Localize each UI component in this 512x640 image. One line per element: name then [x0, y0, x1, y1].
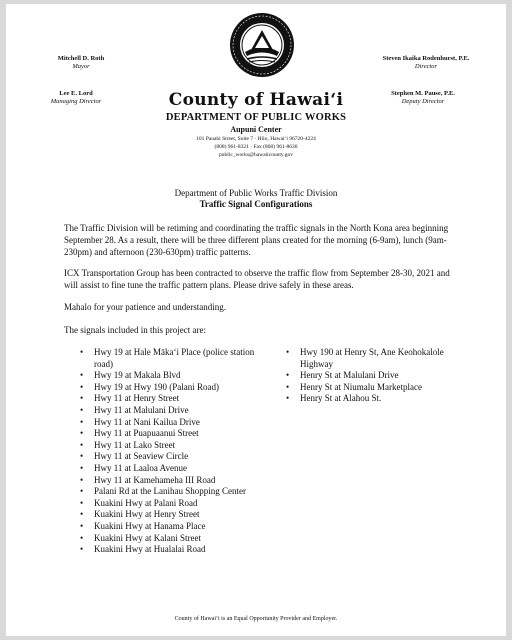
deputy-director-title: Deputy Director	[401, 98, 445, 105]
list-item: • Hwy 19 at Hwy 190 (Palani Road)	[78, 382, 258, 394]
document-title: Department of Public Works Traffic Division	[174, 188, 338, 198]
list-item: • Kuakini Hwy at Hualalai Road	[78, 544, 258, 556]
paragraph-mahalo: Mahalo for your patience and understanding.	[64, 302, 226, 312]
letterhead-page	[6, 4, 506, 636]
list-item: • Kuakini Hwy at Kalani Street	[78, 533, 258, 545]
list-item: • Palani Rd at the Lanihau Shopping Center	[78, 486, 258, 498]
list-item: • Hwy 11 at Kamehameha III Road	[78, 475, 258, 487]
county-seal-icon	[229, 12, 295, 78]
list-item: • Hwy 11 at Puapuaanui Street	[78, 428, 258, 440]
director-block	[366, 55, 486, 71]
list-item: • Hwy 190 at Henry St, Ane Keohokalole Highway	[284, 347, 464, 370]
list-item: • Henry St at Alahou St.	[284, 393, 464, 405]
managing-director-name: Lee E. Lord	[59, 90, 93, 97]
managing-director-title: Managing Director	[50, 98, 102, 105]
paragraph-retiming: The Traffic Division will be retiming and coordinating the traffic signals in the North Kona area beginning September 28. As a result, there will be three different plans created for the morning (6-9am), lunch (9am-230pm) and afternoon (230-630pm) traffic patterns.	[64, 223, 449, 257]
director-title: Director	[414, 63, 438, 70]
list-item: • Hwy 11 at Malulani Drive	[78, 405, 258, 417]
address-line: 101 Pauahi Street, Suite 7 · Hilo, Hawai‘i 96720-4224	[196, 136, 316, 142]
list-item: • Hwy 11 at Henry Street	[78, 393, 258, 405]
paragraph-signals-intro: The signals included in this project are:	[64, 325, 206, 335]
address-block	[6, 135, 506, 159]
signals-list-right	[284, 347, 464, 405]
phone-fax-line: (808) 961-8321 · Fax (808) 961-8630	[214, 144, 298, 150]
list-item: • Henry St at Malulani Drive	[284, 370, 464, 382]
list-item: • Kuakini Hwy at Henry Street	[78, 509, 258, 521]
deputy-director-name: Stephen M. Pause, P.E.	[391, 90, 455, 97]
footer-text: County of Hawai‘i is an Equal Opportunity Provider and Employer.	[174, 616, 338, 622]
mayor-block	[46, 55, 116, 71]
paragraph-icx: ICX Transportation Group has been contracted to observe the traffic flow from September 28-30, 2021 and will assist to fine tune the traffic pattern plans. Please drive safely in these areas.	[64, 268, 450, 290]
list-item: • Hwy 11 at Laaloa Avenue	[78, 463, 258, 475]
department-name: DEPARTMENT OF PUBLIC WORKS	[165, 112, 347, 123]
mayor-title: Mayor	[72, 63, 90, 70]
signals-list-left	[78, 347, 258, 556]
list-item: • Henry St at Niumalu Marketplace	[284, 382, 464, 394]
mayor-name: Mitchell D. Roth	[57, 55, 105, 62]
county-name: County of Hawai‘i	[168, 90, 344, 110]
list-item: • Hwy 19 at Hale Mākaʻi Place (police station road)	[78, 347, 258, 370]
center-name: Aupuni Center	[230, 125, 282, 134]
list-item: • Kuakini Hwy at Hanama Place	[78, 521, 258, 533]
list-item: • Kuakini Hwy at Palani Road	[78, 498, 258, 510]
list-item: • Hwy 19 at Makala Blvd	[78, 370, 258, 382]
document-subtitle: Traffic Signal Configurations	[199, 199, 313, 209]
director-name: Steven Ikaika Rodenhurst, P.E.	[382, 55, 470, 62]
list-item: • Hwy 11 at Lako Street	[78, 440, 258, 452]
list-item: • Hwy 11 at Seaview Circle	[78, 451, 258, 463]
list-item: • Hwy 11 at Nani Kailua Drive	[78, 417, 258, 429]
email-line[interactable]: public_works@hawaiicounty.gov	[219, 152, 293, 158]
